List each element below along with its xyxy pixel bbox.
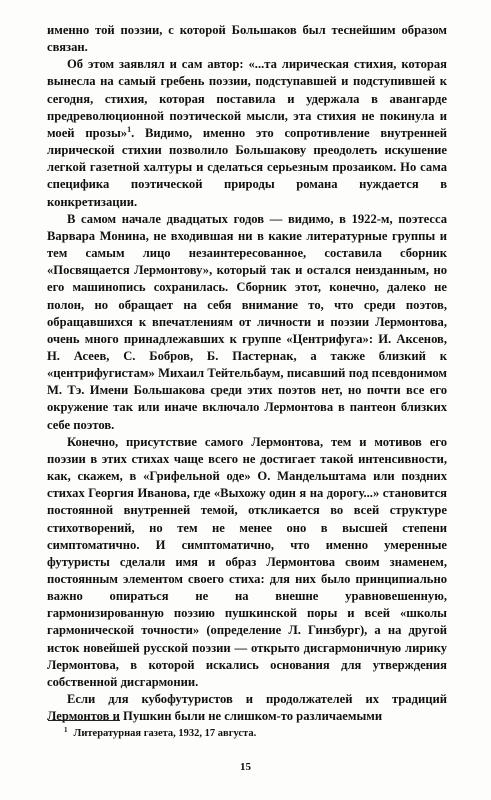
footnote bbox=[64, 727, 444, 740]
footnote-marker: 1 bbox=[127, 124, 132, 134]
footnote-text: Литературная газета, 1932, 17 августа. bbox=[73, 728, 257, 739]
footnote-number: 1 bbox=[64, 725, 68, 734]
paragraph-4: Конечно, присутствие самого Лермонтова, тем и мотивов его поэзии в этих стихах чаще всего не достигает такой интенсивности, как, скажем, в «Грифельной оде» О. Мандельштама или поздних стихах Георгия Иванова, где «Выхожу один я на дорогу...» становится постоянной внутренней темой, откликается во всей структуре стихотворений, но тем не менее оно в высшей степени симптоматично. И симптоматично, что именно умеренные футуристы сделали имя и образ Лермонтова своим знаменем, постоянным элементом своего стиха: для них было принципиально важно опираться не на внешне уравновешенную, гармонизированную поэзию пушкинской поры и всей «школы гармонической точности» (определение Л. Гинзбург), а на другой исток новейшей русской поэзии — открыто дисгармоничную лирику Лермонтова, в которой искались основания для утверждения собственной дисгармонии. bbox=[47, 434, 447, 689]
paragraph-2-continuation: . Видимо, именно это сопротивление внутренней лирической стихии позволило Большакову преодолеть искушение легкой газетной халтуры и сделаться серьезным прозаиком. Но сама специфика поэтической природы романа нуждается в конкретизации. bbox=[47, 125, 447, 209]
body-text bbox=[47, 22, 447, 725]
paragraph-5: Если для кубофутуристов и продолжателей их традиций Лермонтов и Пушкин были не слишком-то различаемыми bbox=[47, 692, 447, 724]
footnote-divider bbox=[48, 720, 120, 721]
paragraph-2 bbox=[47, 56, 447, 210]
paragraph-2-text: Об этом заявлял и сам автор: «...та лирическая стихия, которая вынесла на самый гребень поэзии, подступавшей и подступившей к сегодня, стихия, которая поставила и удержала в авангарде предреволюционной поэтической мысли, эта стихия не покинула и моей прозы» bbox=[47, 57, 447, 140]
paragraph-1: именно той поэзии, с которой Большаков был теснейшим образом связан. bbox=[47, 23, 447, 55]
page-number: 15 bbox=[240, 761, 251, 773]
paragraph-3: В самом начале двадцатых годов — видимо, в 1922-м, поэтесса Варвара Монина, не входившая ни в какие литературные группы и тем самым лицо незаинтересованное, составила сборник «Посвящается Лермонтову», который так и остался неизданным, но его машинопись сохранилась. Сборник этот, конечно, далеко не полон, но обращает на себя внимание то, что среди поэтов, обращавшихся к впечатлениям от личности и поэзии Лермонтова, очень много принадлежавших к группе «Центрифуга»: И. Аксенов, Н. Асеев, С. Бобров, Б. Пастернак, а также близкий к «центрифугистам» Михаил Тейтельбаум, писавший под псевдонимом М. Тэ. Имени Большакова среди этих поэтов нет, но почти все его окружение так или иначе включало Лермонтова в пантеон близких себе поэтов. bbox=[47, 211, 447, 432]
